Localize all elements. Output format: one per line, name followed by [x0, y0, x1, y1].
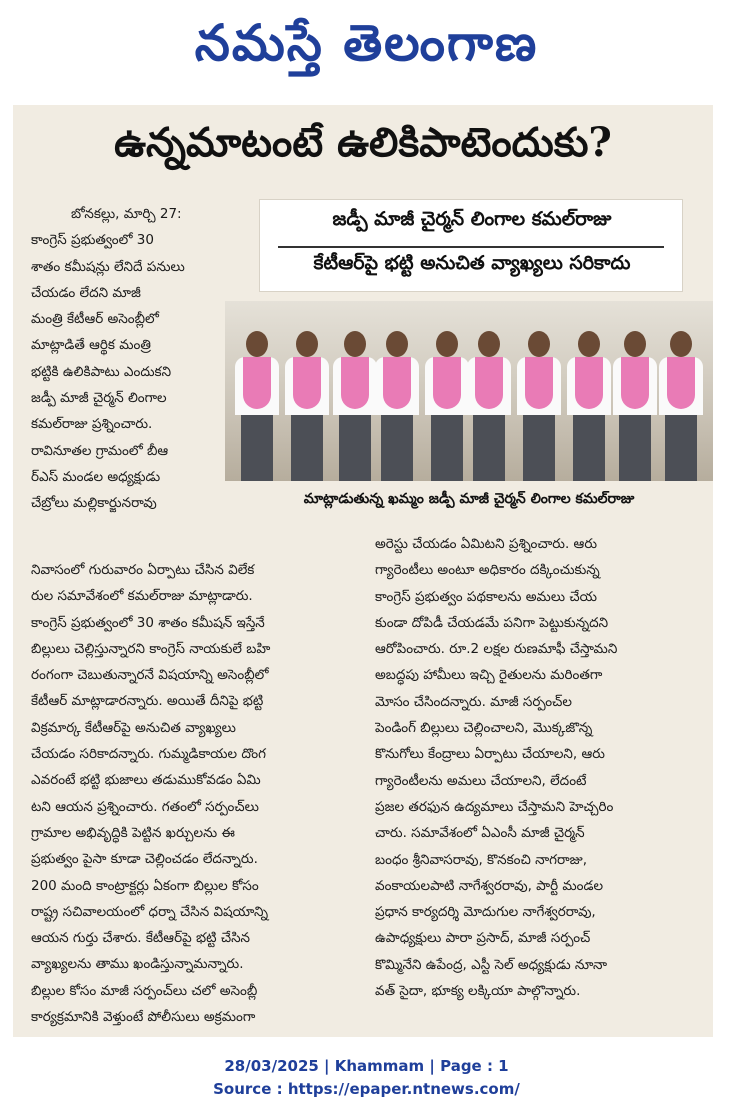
subheading-2: కేటీఆర్‌పై భట్టి అనుచిత వ్యాఖ్యలు సరికాదు: [313, 252, 631, 274]
text-line: బోనకల్లు, మార్చి 27:: [71, 206, 182, 222]
text-line: బిల్లులు చెల్లిస్తున్నారని కాంగ్రెస్ నాయకులే బహి: [31, 640, 271, 657]
text-line: చేయడం లేదని మాజీ: [31, 284, 141, 301]
text-line: ఉపాధ్యక్షులు పారా ప్రసాద్, మాజీ సర్పంచ్: [375, 930, 591, 947]
text-line: మంత్రి కేటీఆర్ అసెంబ్లీలో: [31, 311, 159, 328]
newspaper-masthead: నమస్తే తెలంగాణ: [194, 13, 539, 72]
text-line: కొమ్మినేని ఉపేంద్ర, ఎస్టీ సెల్ అధ్యక్షుడు నూనా: [375, 956, 608, 973]
person-figure: [373, 331, 421, 481]
text-line: కమల్‌రాజు ప్రశ్నించారు.: [31, 416, 153, 433]
text-line: బిల్లుల కోసం మాజీ సర్పంచ్‌లు చలో అసెంబ్లీ: [31, 982, 258, 999]
text-line: కార్యక్రమానికి వెళ్తుంటే పోలీసులు అక్రమంగా: [31, 1009, 256, 1026]
text-line: విక్రమార్క కేటీఆర్‌పై అనుచిత వ్యాఖ్యలు: [31, 719, 236, 736]
text-line: భట్టికి ఉలికిపాటు ఎందుకని: [31, 363, 172, 380]
text-line: ఆరోపించారు. రూ.2 లక్షల రుణమాఫీ చేస్తామని: [375, 641, 618, 658]
text-line: కుండా దోపిడీ చేయడమే పనిగా పెట్టుకున్నదని: [375, 614, 609, 631]
group-photo: [225, 301, 713, 481]
text-line: కాంగ్రెస్ ప్రభుత్వంలో 30: [31, 232, 154, 249]
text-line: కాంగ్రెస్ ప్రభుత్వంలో 30 శాతం కమీషన్ ఇస్తేనే: [31, 614, 265, 631]
text-line: పెండింగ్ బిల్లులు చెల్లించాలని, మొక్కజొన్న: [375, 720, 593, 737]
text-line: గ్యారెంటీలను అమలు చేయాలని, లేదంటే: [375, 772, 587, 789]
text-line: కాంగ్రెస్ ప్రభుత్వం పథకాలను అమలు చేయ: [375, 588, 597, 605]
text-line: టని ఆయన ప్రశ్నించారు. గతంలో సర్పంచ్‌లు: [31, 798, 259, 815]
text-line: నివాసంలో గురువారం ఏర్పాటు చేసిన విలేక: [31, 562, 255, 578]
subheading-box: [259, 199, 683, 292]
subheading-divider: [278, 246, 664, 248]
subheading-1: జడ్పీ మాజీ చైర్మన్ లింగాల కమల్‌రాజు: [332, 208, 612, 230]
text-line: ఆయన గుర్తు చేశారు. కేటీఆర్‌పై భట్టి చేసిన: [31, 930, 251, 947]
article-column-left-top: [31, 201, 243, 517]
person-figure: [657, 331, 705, 481]
text-line: రాష్ట్ర సచివాలయంలో ధర్నా చేసిన విషయాన్ని: [31, 903, 269, 920]
person-figure: [331, 331, 379, 481]
text-line: రావినూతల గ్రామంలో బీఆ: [31, 442, 169, 459]
text-line: అబద్ధపు హామీలు ఇచ్చి రైతులను మరింతగా: [375, 667, 603, 684]
person-figure: [565, 331, 613, 481]
text-line: రుల సమావేశంలో కమల్‌రాజు మాట్లాడారు.: [31, 588, 253, 605]
text-line: గ్రామాల అభివృద్ధికి పెట్టిన ఖర్చులను ఈ: [31, 824, 235, 841]
text-line: వత్ సైదా, భూక్య లక్కియా పాల్గొన్నారు.: [375, 983, 581, 1000]
text-line: ర్ఎస్ మండల అధ్యక్షుడు: [31, 468, 161, 485]
source-link[interactable]: Source : https://epaper.ntnews.com/: [213, 1080, 520, 1098]
text-line: వంకాయలపాటి నాగేశ్వరరావు, పార్టీ మండల: [375, 877, 604, 894]
text-line: ప్రజల తరఫున ఉద్యమాలు చేస్తామని హెచ్చరిం: [375, 798, 614, 815]
person-figure: [283, 331, 331, 481]
text-line: మాట్లాడితే ఆర్థిక మంత్రి: [31, 337, 151, 354]
text-line: అరెస్టు చేయడం ఏమిటని ప్రశ్నించారు. ఆరు: [375, 536, 597, 552]
text-line: రంగంగా చెబుతున్నారనే విషయాన్ని అసెంబ్లీలో: [31, 667, 269, 684]
edition-info: 28/03/2025 | Khammam | Page : 1: [224, 1057, 509, 1075]
text-line: ప్రభుత్వం పైసా కూడా చెల్లించడం లేదన్నారు.: [31, 851, 258, 868]
person-figure: [515, 331, 563, 481]
text-line: చేబ్రోలు మల్లికార్జునరావు: [31, 495, 157, 512]
text-line: ప్రధాన కార్యదర్శి మోదుగుల నాగేశ్వరరావు,: [375, 904, 596, 921]
text-line: వ్యాఖ్యలను తాము ఖండిస్తున్నామన్నారు.: [31, 956, 244, 973]
news-clipping: [13, 105, 713, 1037]
text-line: 200 మంది కాంట్రాక్టర్లు ఏకంగా బిల్లుల కోసం: [31, 877, 259, 894]
text-line: చేయడం సరికాదన్నారు. గుమ్మడికాయల దొంగ: [31, 746, 266, 763]
article-headline: ఉన్నమాటంటే ఉలికిపాటెందుకు?: [114, 119, 612, 166]
article-column-left-bottom: [31, 557, 356, 1030]
article-column-right: [375, 531, 705, 1004]
photo-caption: మాట్లాడుతున్న ఖమ్మం జడ్పీ మాజీ చైర్మన్ లింగాల కమల్‌రాజు: [225, 483, 713, 515]
text-line: ఎవరంటే భట్టి భుజాలు తడుముకోవడం ఏమి: [31, 772, 261, 789]
text-line: కొనుగోలు కేంద్రాలు ఏర్పాటు చేయాలని, ఆరు: [375, 746, 605, 763]
text-line: చారు. సమావేశంలో ఏఎంసీ మాజీ చైర్మన్: [375, 825, 585, 842]
person-figure: [465, 331, 513, 481]
text-line: మోసం చేసిందన్నారు. మాజీ సర్పంచ్‌ల: [375, 693, 572, 710]
text-line: కేటీఆర్ మాట్లాడారన్నారు. అయితే దీనిపై భట్టి: [31, 693, 264, 710]
text-line: జడ్పీ మాజీ చైర్మన్ లింగాల: [31, 390, 167, 407]
person-figure: [233, 331, 281, 481]
text-line: గ్యారెంటీలు అంటూ అధికారం దక్కించుకున్న: [375, 562, 600, 579]
person-figure: [423, 331, 471, 481]
person-figure: [611, 331, 659, 481]
text-line: బంధం శ్రీనివాసరావు, కొనకంచి నాగరాజు,: [375, 851, 588, 868]
text-line: శాతం కమీషన్లు లేనిదే పనులు: [31, 258, 185, 275]
